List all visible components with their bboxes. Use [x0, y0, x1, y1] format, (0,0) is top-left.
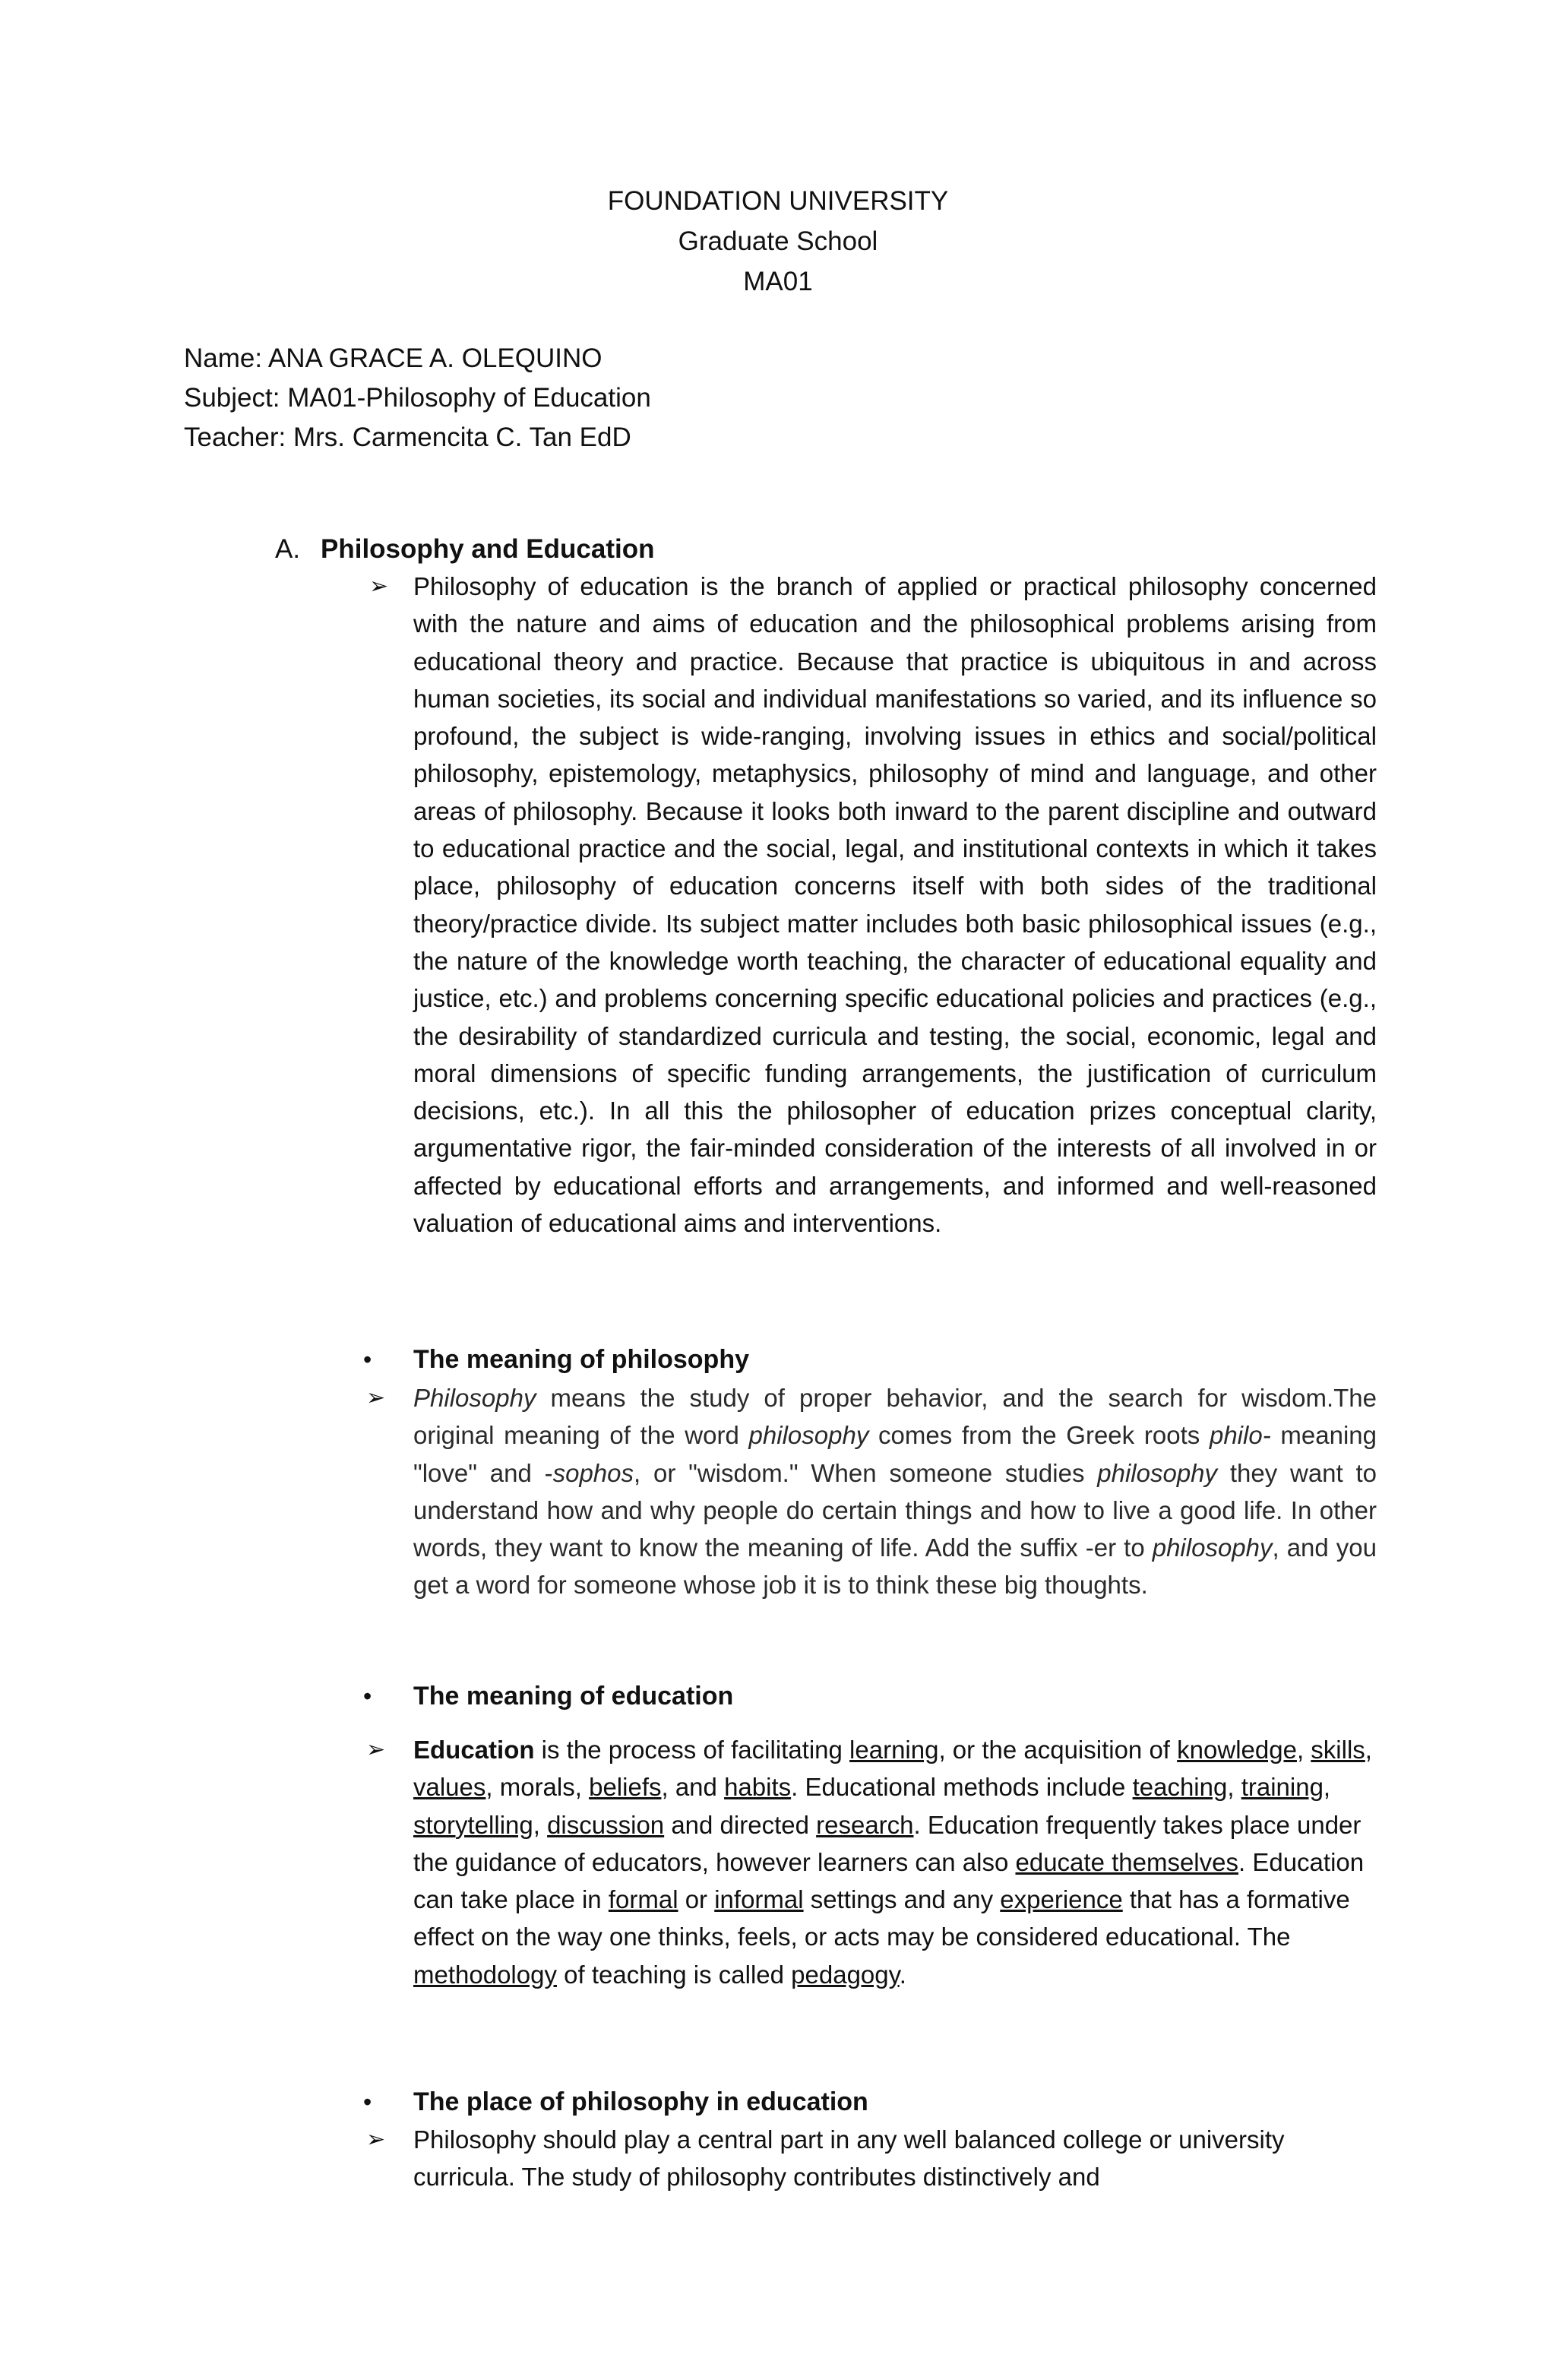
school-name: Graduate School	[678, 226, 878, 256]
round-bullet-icon: •	[363, 2088, 372, 2116]
italic-term: philo-	[1209, 1421, 1271, 1450]
text-run: or	[678, 1885, 715, 1914]
link-habits[interactable]: habits	[724, 1773, 792, 1802]
text-run: ,	[1323, 1773, 1331, 1802]
link-values[interactable]: values	[413, 1773, 486, 1802]
italic-term: philosophy	[1152, 1533, 1273, 1562]
round-bullet-icon: •	[363, 1346, 372, 1373]
link-knowledge[interactable]: knowledge	[1177, 1736, 1297, 1764]
education-meaning-paragraph	[413, 1731, 1377, 1993]
section-a-paragraph: Philosophy of education is the branch of applied or practical philosophy concerned with the nature and aims of education and the philosophical problems arising from educational theory and practice. Because that practice is ubiquitous in and across human societies, its social and individual manifestations so varied, and its influence so profound, the subject is wide-ranging, involving issues in ethics and social/political philosophy, epistemology, metaphysics, philosophy of mind and language, and other areas of philosophy. Because it looks both inward to the parent discipline and outward to educational practice and the social, legal, and institutional contexts in which it takes place, philosophy of education concerns itself with both sides of the traditional theory/practice divide. Its subject matter includes both basic philosophical issues (e.g., the nature of the knowledge worth teaching, the character of educational equality and justice, etc.) and problems concerning specific educational policies and practices (e.g., the desirability of standardized curricula and testing, the social, economic, legal and moral dimensions of specific funding arrangements, the justification of curriculum decisions, etc.). In all this the philosopher of education prizes conceptual clarity, argumentative rigor, the fair-minded consideration of the interests of all involved in or affected by educational efforts and arrangements, and informed and well-reasoned valuation of educational aims and interventions.	[413, 572, 1377, 1238]
text-run: , or the acquisition of	[938, 1736, 1178, 1764]
place-of-philosophy-heading: The place of philosophy in education	[413, 2087, 868, 2116]
text-run: meaning "love" and -	[413, 1421, 1377, 1487]
link-pedagogy[interactable]: pedagogy	[791, 1960, 900, 1989]
subject-line: Subject: MA01-Philosophy of Education	[184, 383, 651, 413]
italic-term: sophos	[552, 1458, 634, 1487]
link-teaching[interactable]: teaching	[1132, 1773, 1228, 1802]
italic-term: philosophy	[748, 1421, 869, 1450]
arrow-bullet-icon: ➢	[366, 1737, 386, 1762]
text-run: is the process of facilitating	[534, 1736, 850, 1764]
teacher-line: Teacher: Mrs. Carmencita C. Tan EdD	[184, 423, 631, 452]
section-letter: A.	[275, 534, 301, 564]
text-run: ,	[1296, 1736, 1311, 1764]
education-meaning-heading: The meaning of education	[413, 1682, 734, 1711]
link-learning[interactable]: learning	[849, 1736, 939, 1764]
text-run: , or "wisdom." When someone studies	[634, 1458, 1098, 1487]
philosophy-meaning-paragraph	[413, 1379, 1377, 1604]
link-beliefs[interactable]: beliefs	[589, 1773, 662, 1802]
place-of-philosophy-paragraph: Philosophy should play a central part in any well balanced college or university curricula. The study of philosophy contributes distinctively and	[413, 2125, 1285, 2192]
link-storytelling[interactable]: storytelling	[413, 1810, 533, 1839]
arrow-bullet-icon: ➢	[366, 1385, 386, 1410]
link-educate-themselves[interactable]: educate themselves	[1015, 1847, 1238, 1876]
student-info	[184, 339, 651, 457]
link-informal[interactable]: informal	[714, 1885, 804, 1914]
link-research[interactable]: research	[816, 1810, 914, 1839]
link-experience[interactable]: experience	[1000, 1885, 1123, 1914]
text-run: . Education can take place in	[413, 1847, 1365, 1914]
text-run: .	[899, 1960, 906, 1989]
text-run: means the study of proper behavior, and the search for wisdom.The original meaning of the word	[413, 1384, 1377, 1450]
section-a-heading	[275, 530, 654, 569]
text-run: ,	[533, 1810, 548, 1839]
text-run: , and you get a word for someone whose job it is to think these big thoughts.	[413, 1533, 1377, 1600]
document-header	[0, 181, 1556, 302]
link-skills[interactable]: skills	[1311, 1736, 1365, 1764]
text-run: that has a formative effect on the way one thinks, feels, or acts may be considered educational. The	[413, 1885, 1350, 1951]
text-run: comes from the Greek roots	[868, 1421, 1210, 1450]
text-run: and directed	[664, 1810, 817, 1839]
section-title: Philosophy and Education	[321, 534, 655, 564]
philosophy-meaning-heading: The meaning of philosophy	[413, 1345, 749, 1374]
text-run: ,	[1227, 1773, 1241, 1802]
link-training[interactable]: training	[1241, 1773, 1324, 1802]
text-run: , and	[661, 1773, 725, 1802]
italic-term: philosophy	[1097, 1458, 1218, 1487]
link-methodology[interactable]: methodology	[413, 1960, 557, 1989]
round-bullet-icon: •	[363, 1682, 372, 1710]
link-formal[interactable]: formal	[608, 1885, 678, 1914]
arrow-bullet-icon: ➢	[366, 2127, 386, 2152]
bold-term: Education	[413, 1736, 535, 1764]
text-run: settings and any	[803, 1885, 1001, 1914]
text-run: . Educational methods include	[791, 1773, 1133, 1802]
course-code: MA01	[743, 267, 813, 296]
link-discussion[interactable]: discussion	[547, 1810, 665, 1839]
italic-term: Philosophy	[413, 1384, 536, 1412]
text-run: . Education frequently takes place under the guidance of educators, however learners can also	[413, 1810, 1362, 1876]
text-run: , morals,	[485, 1773, 590, 1802]
student-name: Name: ANA GRACE A. OLEQUINO	[184, 343, 602, 373]
text-run: of teaching is called	[556, 1960, 792, 1989]
arrow-bullet-icon: ➢	[369, 574, 389, 599]
text-run: ,	[1365, 1736, 1372, 1764]
university-name: FOUNDATION UNIVERSITY	[607, 186, 949, 216]
text-run: they want to understand how and why people do certain things and how to live a good life. In other words, they want to know the meaning of life. Add the suffix -er to	[413, 1458, 1377, 1562]
